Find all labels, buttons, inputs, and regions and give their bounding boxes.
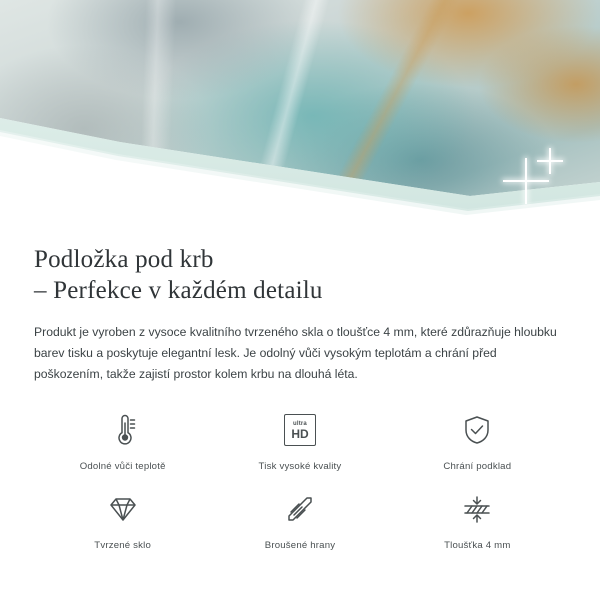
shield-check-icon <box>457 407 497 453</box>
feature-temperature-resistant <box>34 407 211 472</box>
feature-label: Tvrzené sklo <box>94 540 152 551</box>
feature-tempered-glass <box>34 486 211 551</box>
feature-protects-surface <box>389 407 566 472</box>
feature-label: Tloušťka 4 mm <box>444 540 511 551</box>
hero-image <box>0 0 600 222</box>
ultra-hd-icon <box>284 407 316 453</box>
feature-print-quality <box>211 407 388 472</box>
page-title <box>34 244 566 306</box>
thickness-icon <box>457 486 497 532</box>
feature-label: Chrání podklad <box>443 461 512 472</box>
polished-edges-icon <box>280 486 320 532</box>
content-area <box>0 244 600 551</box>
feature-label: Broušené hrany <box>264 540 336 551</box>
feature-polished-edges <box>211 486 388 551</box>
thermometer-icon <box>103 407 143 453</box>
feature-label: Odolné vůči teplotě <box>79 461 166 472</box>
sparkle-icon <box>537 148 563 174</box>
feature-grid <box>34 407 566 551</box>
product-description: Produkt je vyroben z vysoce kvalitního tvrzeného skla o tloušťce 4 mm, které zdůrazňuje hloubku barev tisku a poskytuje elegantní lesk. Je odolný vůči vysokým teplotám a chrání před poškozením, takže zajistí prostor kolem krbu na dlouhá léta. <box>34 325 557 381</box>
title-line-1: Podložka pod krb <box>34 246 214 273</box>
feature-label: Tisk vysoké kvality <box>258 461 342 472</box>
diamond-icon <box>103 486 143 532</box>
feature-thickness <box>389 486 566 551</box>
ultra-hd-badge-bottom: HD <box>291 426 309 441</box>
ultra-hd-badge-top: ultra <box>292 420 307 427</box>
title-line-2: – Perfekce v každém detailu <box>34 277 323 304</box>
